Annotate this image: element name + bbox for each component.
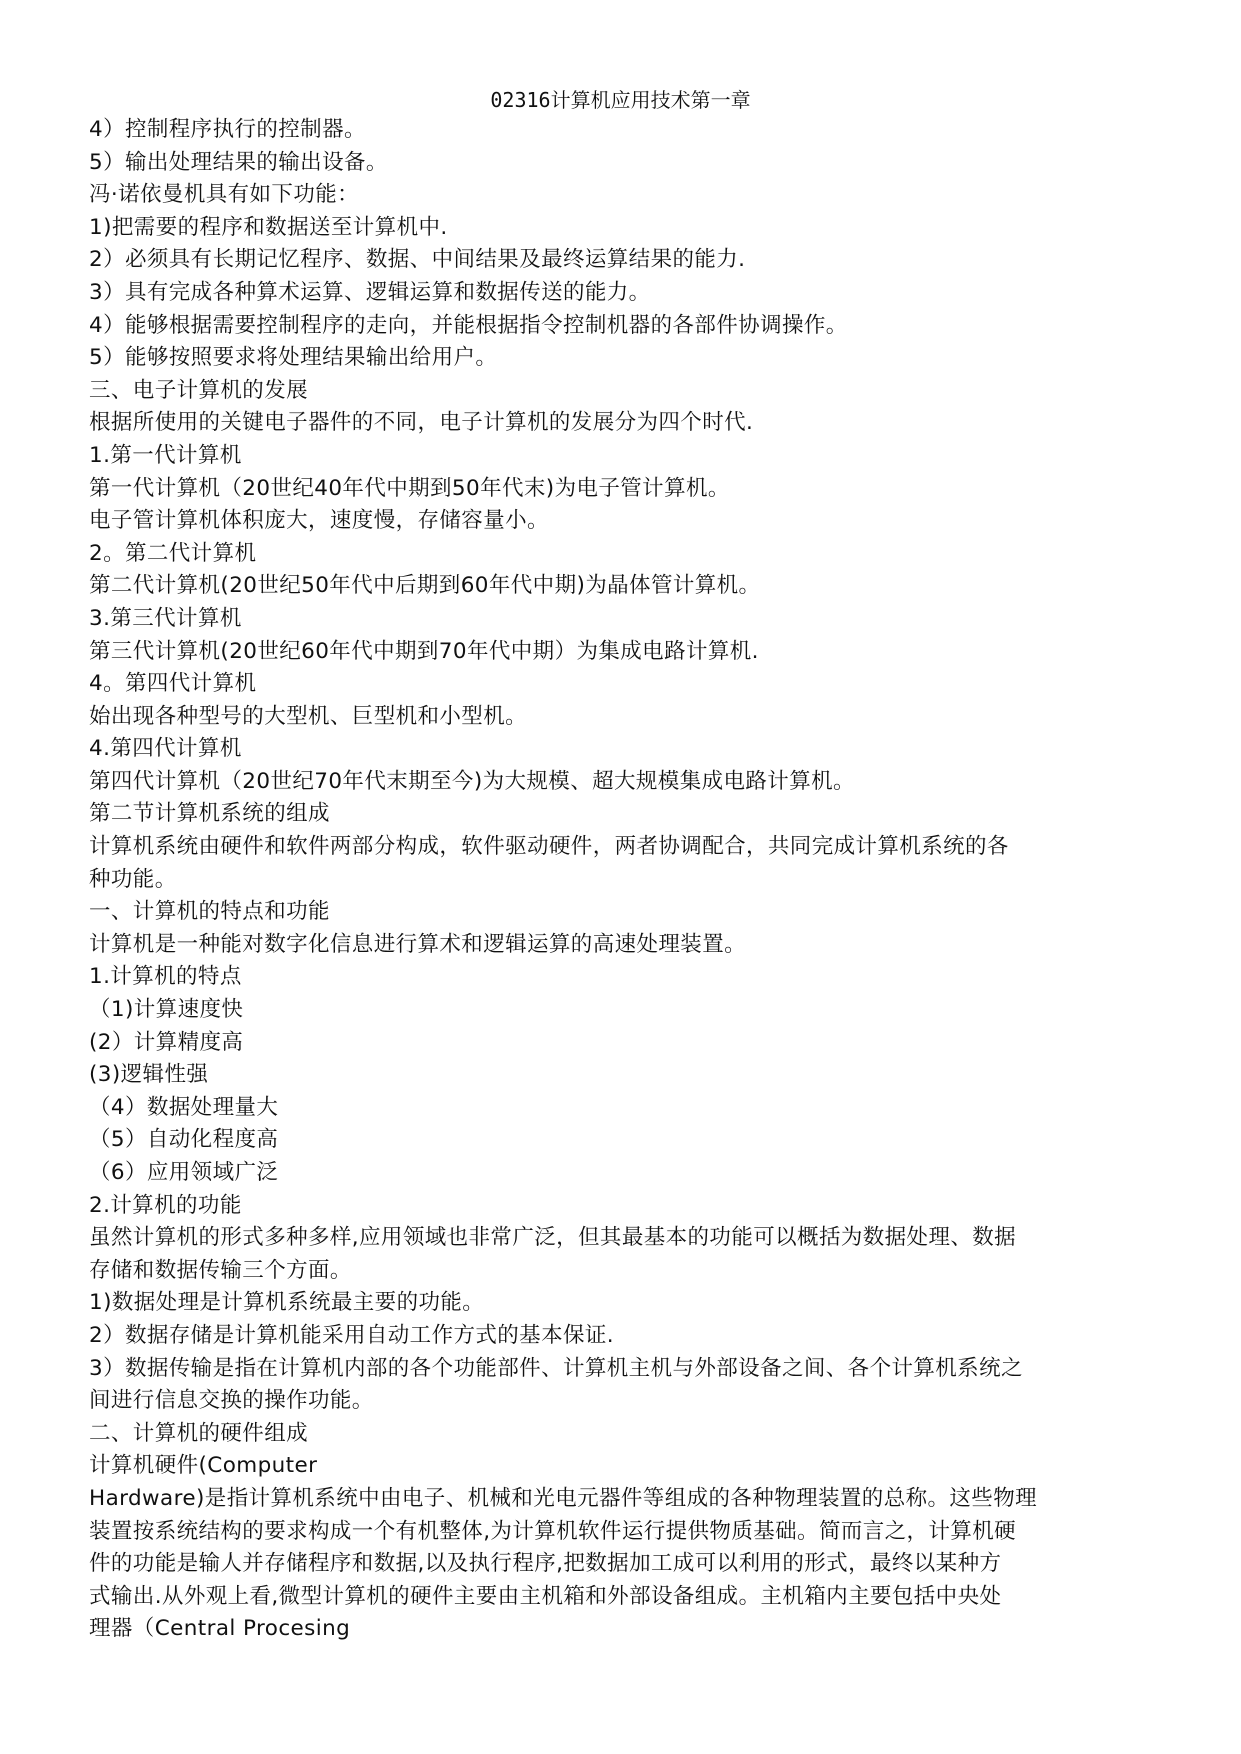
text-line: 第一代计算机（20世纪40年代中期到50年代末)为电子管计算机。 [89, 475, 730, 501]
text-line: 第二代计算机(20世纪50年代中后期到60年代中期)为晶体管计算机。 [89, 573, 761, 599]
text-line: 电子管计算机体积庞大，速度慢，存储容量小。 [89, 508, 549, 534]
section-heading: 第二节计算机系统的组成 [89, 801, 330, 827]
text-line: 计算机硬件(Computer [89, 1453, 318, 1479]
list-item: (3)逻辑性强 [89, 1062, 209, 1088]
text-line: 存储和数据传输三个方面。 [89, 1257, 352, 1283]
text-line: 2）必须具有长期记忆程序、数据、中间结果及最终运算结果的能力. [89, 247, 746, 273]
text-line: 1)数据处理是计算机系统最主要的功能。 [89, 1290, 485, 1316]
text-line: 冯·诺依曼机具有如下功能： [89, 182, 360, 208]
list-item: （6）应用领域广泛 [89, 1160, 279, 1185]
text-line: 理器（Central Procesing [89, 1616, 351, 1642]
subsection-heading: 1.第一代计算机 [89, 442, 242, 468]
text-line: 虽然计算机的形式多种多样,应用领域也非常广泛，但其最基本的功能可以概括为数据处理、数据 [89, 1225, 1017, 1251]
text-line: 间进行信息交换的操作功能。 [89, 1388, 374, 1414]
list-item: （1)计算速度快 [89, 997, 244, 1023]
text-line: 2）数据存储是计算机能采用自动工作方式的基本保证. [89, 1322, 615, 1348]
section-heading: 一、计算机的特点和功能 [89, 899, 330, 925]
text-line: 3）具有完成各种算术运算、逻辑运算和数据传送的能力。 [89, 279, 651, 305]
subsection-heading: 3.第三代计算机 [89, 605, 242, 631]
text-line: 第三代计算机(20世纪60年代中期到70年代中期）为集成电路计算机. [89, 638, 759, 664]
text-line: 第四代计算机（20世纪70年代末期至今)为大规模、超大规模集成电路计算机。 [89, 768, 855, 794]
text-line: 种功能。 [89, 866, 177, 892]
text-line: 装置按系统结构的要求构成一个有机整体,为计算机软件运行提供物质基础。简而言之，计算机硬 [89, 1518, 1017, 1544]
text-line: 件的功能是输人并存储程序和数据,以及执行程序,把数据加工成可以利用的形式，最终以某种方 [89, 1551, 1002, 1577]
document-body [89, 114, 1159, 1646]
text-line: 根据所使用的关键电子器件的不同，电子计算机的发展分为四个时代. [89, 410, 754, 436]
text-line: 1)把需要的程序和数据送至计算机中. [89, 214, 448, 240]
subsection-heading: 2.计算机的功能 [89, 1192, 242, 1218]
text-line: 3）数据传输是指在计算机内部的各个功能部件、计算机主机与外部设备之间、各个计算机系统之 [89, 1355, 1023, 1381]
list-item: (2）计算精度高 [89, 1029, 244, 1055]
text-line: 式输出.从外观上看,微型计算机的硬件主要由主机箱和外部设备组成。主机箱内主要包括中央处 [89, 1583, 1002, 1609]
section-heading: 二、计算机的硬件组成 [89, 1420, 309, 1446]
text-line: 始出现各种型号的大型机、巨型机和小型机。 [89, 703, 528, 729]
subsection-heading: 1.计算机的特点 [89, 964, 242, 990]
text-line: 5）输出处理结果的输出设备。 [89, 149, 388, 175]
list-item: （5）自动化程度高 [89, 1127, 279, 1153]
list-item: （4）数据处理量大 [89, 1094, 279, 1120]
subsection-heading: 2。第二代计算机 [89, 540, 257, 566]
section-heading: 三、电子计算机的发展 [89, 377, 309, 403]
text-line: 4）能够根据需要控制程序的走向，并能根据指令控制机器的各部件协调操作。 [89, 312, 848, 338]
text-line: 计算机系统由硬件和软件两部分构成，软件驱动硬件，两者协调配合，共同完成计算机系统的各 [89, 834, 1009, 860]
subsection-heading: 4。第四代计算机 [89, 671, 257, 697]
text-line: 4）控制程序执行的控制器。 [89, 117, 366, 142]
text-line: Hardware)是指计算机系统中由电子、机械和光电元器件等组成的各种物理装置的总称。这些物理 [89, 1485, 1037, 1511]
text-line: 计算机是一种能对数字化信息进行算术和逻辑运算的高速处理装置。 [89, 931, 747, 957]
page-header: 02316计算机应用技术第一章 [490, 88, 751, 112]
subsection-heading: 4.第四代计算机 [89, 736, 242, 762]
text-line: 5）能够按照要求将处理结果输出给用户。 [89, 345, 498, 371]
